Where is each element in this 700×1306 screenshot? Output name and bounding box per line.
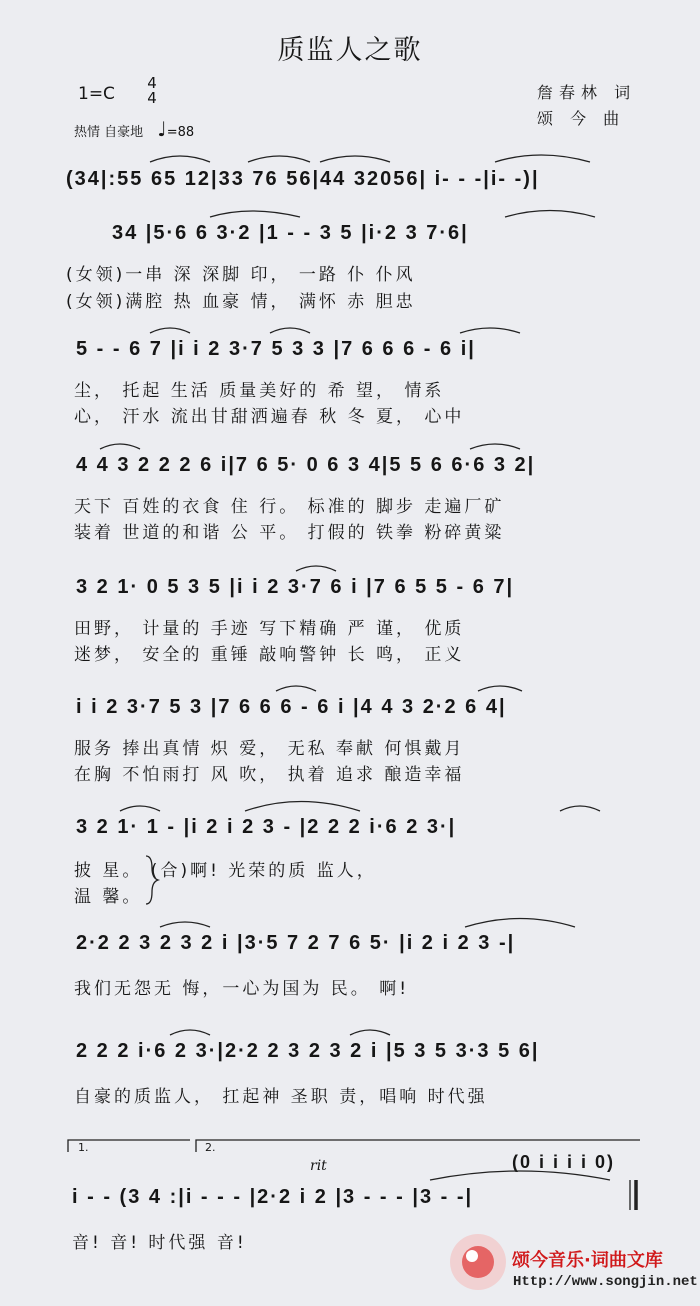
meter-top: 4: [147, 74, 157, 92]
lyric-line: 音! 音! 时代强 音!: [72, 1233, 247, 1253]
notation-row: 34 |5·6 6 3·2 |1 - - 3 5 |i·2 3 7·6|: [112, 222, 469, 244]
notation-row: 2 2 2 i·6 2 3·|2·2 2 3 2 3 2 i |5 3 5 3·3 5 6|: [76, 1040, 540, 1062]
lyric-line: 尘， 托起 生活 质量美好的 希 望， 情系: [74, 381, 445, 401]
notation-row: 3 2 1· 1 - |i 2 i 2 3 - |2 2 2 i·6 2 3·|: [76, 816, 457, 838]
watermark-brand: 颂今音乐·词曲文库: [512, 1250, 663, 1271]
notation-row: 3 2 1· 0 5 3 5 |i i 2 3·7 6 i |7 6 5 5 - 6 7|: [76, 576, 515, 598]
lyric-line: (女领)一串 深 深脚 印， 一路 仆 仆风: [66, 265, 416, 285]
lyricist-credit: 詹春林 词: [537, 83, 637, 102]
slur: [320, 156, 390, 162]
slur: [465, 919, 575, 928]
slur: [560, 806, 600, 811]
watermark-url: Http://www.songjin.net: [513, 1274, 698, 1290]
slur: [245, 802, 360, 812]
lyric-line: 天下 百姓的衣食 住 行。 标准的 脚步 走遍厂矿: [74, 497, 505, 517]
volta-bracket: [68, 1140, 190, 1152]
slur: [248, 156, 310, 162]
slur: [430, 1171, 610, 1180]
lyric-line: 我们无怨无 悔，一心为国为 民。 啊!: [74, 979, 410, 999]
lyric-line: 披 星。 (合)啊! 光荣的质 监人，: [74, 861, 377, 881]
ending-label: 2.: [205, 1141, 216, 1154]
slur: [210, 211, 300, 217]
slur: [100, 444, 140, 449]
slur: [270, 328, 310, 333]
verse-brace: [146, 856, 158, 904]
notation-row: i i 2 3·7 5 3 |7 6 6 6 - 6 i |4 4 3 2·2 6 4|: [76, 696, 507, 718]
rit-marking: rit: [310, 1158, 327, 1174]
slur: [296, 566, 336, 571]
slur: [160, 922, 210, 927]
ending-label: 1.: [78, 1141, 89, 1154]
tempo-value: =88: [166, 125, 195, 140]
slur: [150, 328, 190, 333]
expression: 热情 自豪地: [74, 125, 144, 140]
notation-row: 2·2 2 3 2 3 2 i |3·5 7 2 7 6 5· |i 2 i 2 3 -|: [76, 932, 516, 954]
final-paren-notes: (0 i i i i 0): [512, 1152, 616, 1172]
slur: [170, 1030, 210, 1035]
notation-row: 5 - - 6 7 |i i 2 3·7 5 3 3 |7 6 6 6 - 6 i|: [76, 338, 476, 360]
logo-icon: [450, 1234, 506, 1290]
notation-row: 4 4 3 2 2 2 6 i|7 6 5· 0 6 3 4|5 5 6 6·6 3 2|: [76, 454, 536, 476]
composer-credit: 颂 今 曲: [537, 109, 626, 128]
quarter-note-icon: ♩: [157, 117, 167, 141]
slur: [120, 806, 160, 811]
slur: [495, 155, 590, 162]
key-signature: 1=C: [78, 84, 115, 104]
slur: [276, 686, 316, 691]
slur: [350, 1030, 390, 1035]
slur: [150, 156, 210, 162]
meter-bottom: 4: [147, 89, 157, 107]
slur: [505, 211, 595, 218]
lyric-line: 自豪的质监人， 扛起神 圣职 责，唱响 时代强: [74, 1087, 488, 1107]
lyric-line: 装着 世道的和谐 公 平。 打假的 铁拳 粉碎黄粱: [74, 523, 505, 543]
slur: [460, 328, 520, 333]
lyric-line: 田野， 计量的 手迹 写下精确 严 谨， 优质: [74, 619, 465, 639]
notation-row: (34|:55 65 12|33 76 56|44 32056| i- - -|i- -)|: [66, 168, 540, 190]
lyric-line: 在胸 不怕雨打 风 吹， 执着 追求 酿造幸福: [74, 765, 465, 785]
lyric-line: (女领)满腔 热 血豪 情， 满怀 赤 胆忠: [66, 292, 416, 312]
notation-row: i - - (3 4 :|i - - - |2·2 i 2 |3 - - - |3 - -|: [72, 1186, 474, 1208]
lyric-line: 服务 捧出真情 炽 爱， 无私 奉献 何惧戴月: [74, 739, 465, 759]
slur: [478, 686, 522, 691]
lyric-line: 迷梦， 安全的 重锤 敲响警钟 长 鸣， 正义: [74, 645, 465, 665]
song-title: 质监人之歌: [277, 35, 423, 66]
lyric-line: 心， 汗水 流出甘甜洒遍春 秋 冬 夏， 心中: [74, 407, 465, 427]
volta-bracket: [196, 1140, 640, 1152]
slur: [470, 444, 520, 449]
lyric-line: 温 馨。: [74, 887, 143, 907]
